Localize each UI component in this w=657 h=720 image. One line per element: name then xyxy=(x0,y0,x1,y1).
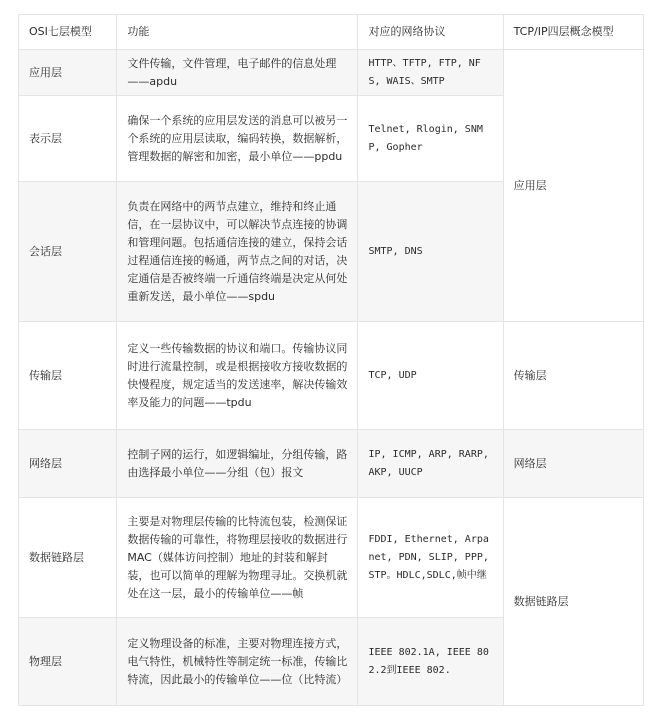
tcpip-layer: 传输层 xyxy=(503,322,643,430)
layer-protocols: FDDI, Ethernet, Arpanet, PDN, SLIP, PPP, STP。HDLC,SDLC,帧中继 xyxy=(358,498,503,618)
layer-protocols: SMTP, DNS xyxy=(358,182,503,322)
header-protocols: 对应的网络协议 xyxy=(358,15,503,50)
table-row xyxy=(19,322,644,430)
layer-name: 数据链路层 xyxy=(19,498,117,618)
layer-function: 控制子网的运行，如逻辑编址，分组传输，路由选择最小单位——分组（包）报文 xyxy=(117,430,358,498)
header-tcpip-model: TCP/IP四层概念模型 xyxy=(503,15,643,50)
tcpip-layer: 网络层 xyxy=(503,430,643,498)
tcpip-layer: 数据链路层 xyxy=(503,498,643,706)
tcpip-layer: 应用层 xyxy=(503,50,643,322)
header-osi-layer: OSI七层模型 xyxy=(19,15,117,50)
layer-function: 定义物理设备的标准，主要对物理连接方式，电气特性，机械特性等制定统一标准，传输比特流，因此最小的传输单位——位（比特流） xyxy=(117,618,358,706)
layer-name: 网络层 xyxy=(19,430,117,498)
layer-function: 定义一些传输数据的协议和端口。传输协议同时进行流量控制，或是根据接收方接收数据的快慢程度，规定适当的发送速率，解决传输效率及能力的问题——tpdu xyxy=(117,322,358,430)
layer-protocols: HTTP、TFTP, FTP, NFS, WAIS、SMTP xyxy=(358,50,503,96)
layer-name: 会话层 xyxy=(19,182,117,322)
table-row xyxy=(19,498,644,618)
header-function: 功能 xyxy=(117,15,358,50)
layer-name: 应用层 xyxy=(19,50,117,96)
layer-name: 表示层 xyxy=(19,96,117,182)
layer-name: 传输层 xyxy=(19,322,117,430)
layer-function: 负责在网络中的两节点建立，维持和终止通信，在一层协议中，可以解决节点连接的协调和管理问题。包括通信连接的建立，保持会话过程通信连接的畅通，两节点之间的对话，决定通信是否被终端一斤通信终端是决定从何处重新发送，最小单位——spdu xyxy=(117,182,358,322)
table-header-row xyxy=(19,15,644,50)
layer-function: 确保一个系统的应用层发送的消息可以被另一个系统的应用层读取，编码转换，数据解析，管理数据的解密和加密，最小单位——ppdu xyxy=(117,96,358,182)
layer-protocols: IP, ICMP, ARP, RARP, AKP, UUCP xyxy=(358,430,503,498)
table-container xyxy=(18,14,644,706)
osi-tcpip-comparison-table xyxy=(18,14,644,706)
layer-protocols: Telnet, Rlogin, SNMP, Gopher xyxy=(358,96,503,182)
table-row xyxy=(19,50,644,96)
layer-protocols: TCP, UDP xyxy=(358,322,503,430)
table-row xyxy=(19,430,644,498)
layer-function: 文件传输，文件管理，电子邮件的信息处理——apdu xyxy=(117,50,358,96)
layer-name: 物理层 xyxy=(19,618,117,706)
layer-function: 主要是对物理层传输的比特流包装，检测保证数据传输的可靠性，将物理层接收的数据进行MAC（媒体访问控制）地址的封装和解封装，也可以简单的理解为物理寻址。交换机就处在这一层，最小的传输单位——帧 xyxy=(117,498,358,618)
layer-protocols: IEEE 802.1A, IEEE 802.2到IEEE 802. xyxy=(358,618,503,706)
